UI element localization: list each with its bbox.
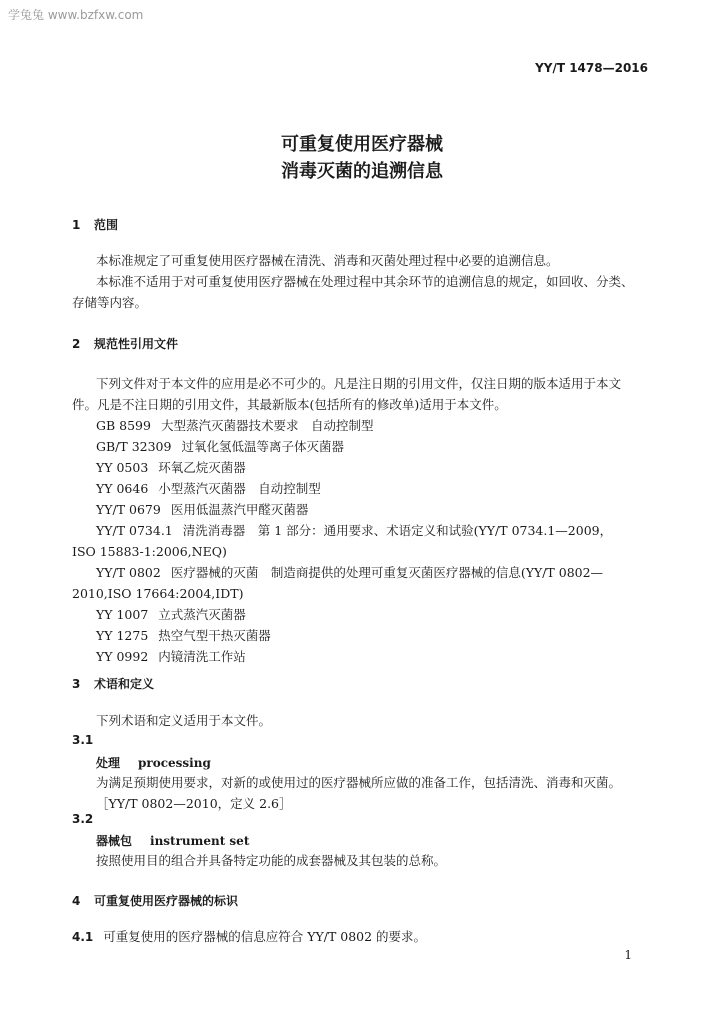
term-source: ［YY/T 0802—2010，定义 2.6］ — [96, 796, 292, 811]
term-heading — [96, 832, 249, 849]
section-4-heading — [72, 892, 238, 909]
section-3-intro: 下列术语和定义适用于本文件。 — [96, 713, 272, 728]
section-number: 4 — [72, 894, 81, 908]
section-1-paragraph-1: 本标准规定了可重复使用医疗器械在清洗、消毒和灭菌处理过程中必要的追溯信息。 — [96, 253, 559, 268]
reference-title: 小型蒸汽灭菌器 自动控制型 — [158, 481, 321, 496]
section-number: 1 — [72, 218, 81, 232]
reference-item — [96, 478, 321, 499]
reference-title: 医用低温蒸汽甲醛灭菌器 — [170, 502, 309, 517]
section-1-paragraph-2-line-2: 存储等内容。 — [72, 295, 148, 310]
reference-title: ISO 15883-1:2006,NEQ) — [72, 544, 227, 559]
page-number: 1 — [624, 948, 632, 962]
reference-item — [96, 415, 373, 436]
section-title: 范围 — [94, 218, 119, 232]
reference-item — [96, 604, 246, 625]
document-title-line-2: 消毒灭菌的追溯信息 — [281, 161, 443, 182]
reference-code: YY 0646 — [96, 481, 149, 496]
standard-number: YY/T 1478—2016 — [535, 61, 648, 75]
clause-number: 4.1 — [72, 930, 94, 944]
section-title: 术语和定义 — [94, 677, 155, 691]
clause-text: 可重复使用的医疗器械的信息应符合 YY/T 0802 的要求。 — [103, 929, 427, 944]
reference-item — [96, 562, 603, 583]
term-english: instrument set — [150, 834, 250, 848]
reference-title: 过氧化氢低温等离子体灭菌器 — [181, 439, 344, 454]
reference-code: YY 0992 — [96, 649, 149, 664]
term-english: processing — [138, 756, 211, 770]
section-3-heading — [72, 675, 154, 692]
reference-title: 热空气型干热灭菌器 — [158, 628, 271, 643]
term-definition: 按照使用目的组合并具备特定功能的成套器械及其包装的总称。 — [96, 853, 447, 868]
reference-item — [96, 646, 246, 667]
section-2-heading — [72, 335, 178, 352]
section-2-intro-line-1: 下列文件对于本文件的应用是必不可少的。凡是注日期的引用文件，仅注日期的版本适用于本文 — [96, 376, 622, 391]
watermark-text: 学兔兔 www.bzfxw.com — [8, 8, 144, 22]
reference-title: 内镜清洗工作站 — [158, 649, 246, 664]
reference-title: 医疗器械的灭菌 制造商提供的处理可重复灭菌医疗器械的信息(YY/T 0802— — [170, 565, 604, 580]
term-chinese: 器械包 — [96, 834, 133, 848]
section-title: 可重复使用医疗器械的标识 — [94, 894, 239, 908]
reference-code: GB/T 32309 — [96, 439, 172, 454]
reference-title: 环氧乙烷灭菌器 — [158, 460, 246, 475]
reference-item-continuation — [72, 541, 227, 562]
reference-code: YY 1007 — [96, 607, 149, 622]
reference-code: GB 8599 — [96, 418, 151, 433]
section-number: 3 — [72, 677, 81, 691]
reference-item-continuation — [72, 583, 243, 604]
reference-title: 大型蒸汽灭菌器技术要求 自动控制型 — [160, 418, 374, 433]
reference-code: YY 1275 — [96, 628, 149, 643]
reference-item — [96, 520, 612, 541]
reference-title: 清洗消毒器 第 1 部分：通用要求、术语定义和试验(YY/T 0734.1—2009， — [182, 523, 613, 538]
section-1-heading — [72, 216, 118, 233]
section-1-paragraph-2-line-1: 本标准不适用于对可重复使用医疗器械在处理过程中其余环节的追溯信息的规定，如回收、分类、 — [96, 274, 634, 289]
term-chinese: 处理 — [96, 756, 121, 770]
section-title: 规范性引用文件 — [94, 337, 179, 351]
term-number: 3.2 — [72, 812, 94, 826]
reference-item — [96, 436, 344, 457]
term-definition: 为满足预期使用要求，对新的或使用过的医疗器械所应做的准备工作，包括清洗、消毒和灭菌。 — [96, 775, 622, 790]
reference-code: YY/T 0679 — [96, 502, 161, 517]
reference-code: YY/T 0734.1 — [96, 523, 173, 538]
reference-item — [96, 457, 246, 478]
reference-code: YY 0503 — [96, 460, 149, 475]
reference-item — [96, 499, 308, 520]
reference-title: 2010,ISO 17664:2004,IDT) — [72, 586, 244, 601]
term-heading — [96, 754, 211, 771]
reference-title: 立式蒸汽灭菌器 — [158, 607, 246, 622]
term-number: 3.1 — [72, 733, 94, 747]
document-title-line-1: 可重复使用医疗器械 — [281, 134, 443, 155]
section-2-intro-line-2: 件。凡是不注日期的引用文件，其最新版本(包括所有的修改单)适用于本文件。 — [72, 397, 507, 412]
reference-item — [96, 625, 271, 646]
reference-code: YY/T 0802 — [96, 565, 161, 580]
clause-4-1 — [72, 926, 426, 948]
section-number: 2 — [72, 337, 81, 351]
